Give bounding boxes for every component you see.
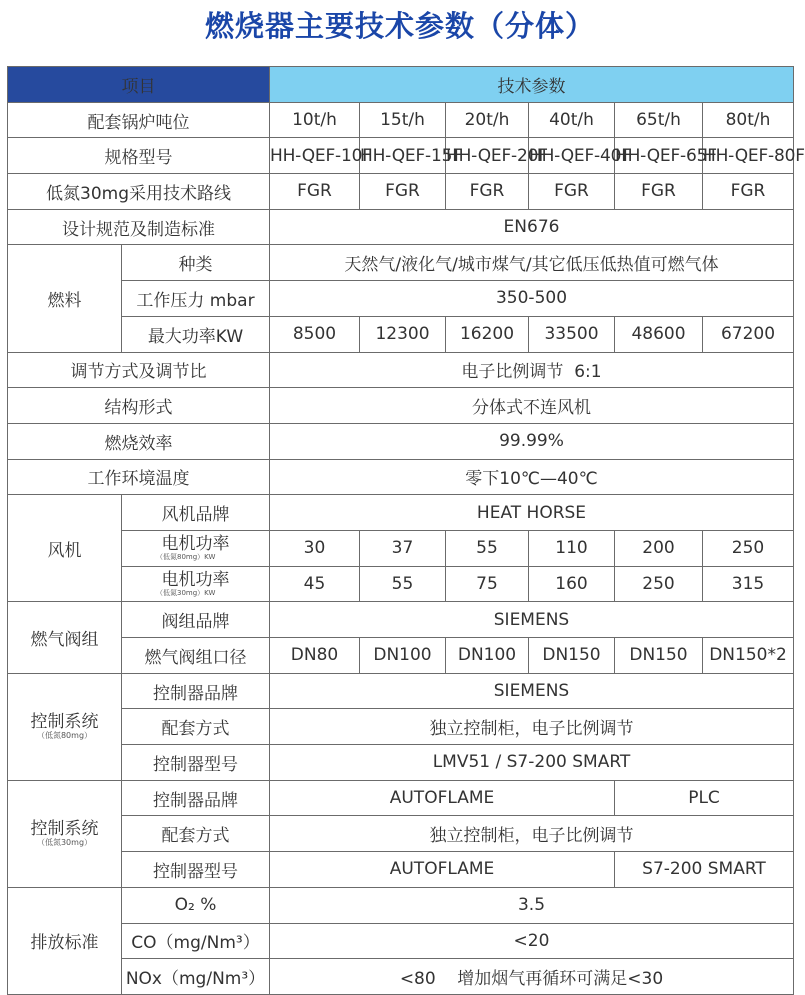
row-label: NOx（mg/Nm³） [122, 959, 270, 995]
row-label: 调节方式及调节比 [8, 352, 270, 388]
row-label: 规格型号 [8, 138, 270, 174]
row-label: O₂ % [122, 887, 270, 923]
value-cell: HH-QEF-20F [446, 138, 529, 174]
header-item: 项目 [8, 67, 270, 103]
row-label-motor [122, 530, 270, 566]
value-cell: DN150 [529, 638, 615, 674]
value-cell: FGR [703, 174, 794, 210]
value-cell: HH-QEF-10F [270, 138, 360, 174]
value-cell: 33500 [529, 316, 615, 352]
value-cell: HH-QEF-80F [703, 138, 794, 174]
value-cell: 零下10℃—40℃ [270, 459, 794, 495]
value-cell: FGR [360, 174, 446, 210]
value-cell: 8500 [270, 316, 360, 352]
emission-co-row [8, 923, 794, 959]
value-cell: DN150 [615, 638, 703, 674]
regulation-row [8, 352, 794, 388]
value-cell: DN100 [446, 638, 529, 674]
value-cell: 37 [360, 530, 446, 566]
row-label: 配套方式 [122, 816, 270, 852]
value-cell: 天然气/液化气/城市煤气/其它低压低热值可燃气体 [270, 245, 794, 281]
group-title: 控制系统 [30, 819, 99, 840]
group-label-control80 [8, 673, 122, 780]
group-label-emission: 排放标准 [8, 887, 122, 994]
value-cell: 独立控制柜，电子比例调节 [270, 816, 794, 852]
motor-note: （低氮80mg）KW [156, 553, 216, 562]
control30-model-row [8, 852, 794, 888]
page-title: 燃烧器主要技术参数（分体） [204, 9, 595, 43]
model-row [8, 138, 794, 174]
value-cell: AUTOFLAME [270, 780, 615, 816]
value-cell: 10t/h [270, 102, 360, 138]
fan-motor30-row [8, 566, 794, 602]
value-cell: 3.5 [270, 887, 794, 923]
value-cell: S7-200 SMART [615, 852, 794, 888]
valve-brand-row [8, 602, 794, 638]
value-cell: 99.99% [270, 423, 794, 459]
header-params: 技术参数 [270, 67, 794, 103]
control30-match-row [8, 816, 794, 852]
value-cell: 16200 [446, 316, 529, 352]
value-cell: 65t/h [615, 102, 703, 138]
row-label: 配套方式 [122, 709, 270, 745]
fan-brand-row [8, 495, 794, 531]
group-note: （低氮80mg） [36, 731, 93, 741]
value-cell: SIEMENS [270, 673, 794, 709]
value-cell: HH-QEF-65F [615, 138, 703, 174]
efficiency-row [8, 423, 794, 459]
row-label: 配套锅炉吨位 [8, 102, 270, 138]
motor-label: 电机功率 [161, 534, 230, 555]
value-cell: 160 [529, 566, 615, 602]
value-cell: 30 [270, 530, 360, 566]
row-label: 工作环境温度 [8, 459, 270, 495]
fuel-pressure-row [8, 281, 794, 317]
value-cell: 75 [446, 566, 529, 602]
value-cell: <80 增加烟气再循环可满足<30 [270, 959, 794, 995]
value-cell: FGR [446, 174, 529, 210]
row-label: 工作压力 mbar [122, 281, 270, 317]
group-note: （低氮30mg） [36, 838, 93, 848]
row-label: CO（mg/Nm³） [122, 923, 270, 959]
control80-model-row [8, 745, 794, 781]
value-cell: 15t/h [360, 102, 446, 138]
control30-brand-row [8, 780, 794, 816]
emission-nox-row [8, 959, 794, 995]
value-cell: 48600 [615, 316, 703, 352]
fuel-power-row [8, 316, 794, 352]
group-label-fuel: 燃料 [8, 245, 122, 352]
spec-table [7, 66, 805, 995]
control80-match-row [8, 709, 794, 745]
group-label-fan: 风机 [8, 495, 122, 602]
valve-dia-row [8, 638, 794, 674]
value-cell: FGR [270, 174, 360, 210]
value-cell: EN676 [270, 209, 794, 245]
value-cell: HH-QEF-40F [529, 138, 615, 174]
value-cell: 分体式不连风机 [270, 388, 794, 424]
value-cell: LMV51 / S7-200 SMART [270, 745, 794, 781]
row-label: 控制器型号 [122, 745, 270, 781]
row-label: 最大功率KW [122, 316, 270, 352]
row-label: 燃气阀组口径 [122, 638, 270, 674]
value-cell: PLC [615, 780, 794, 816]
value-cell: 350-500 [270, 281, 794, 317]
value-cell: 80t/h [703, 102, 794, 138]
motor-label: 电机功率 [161, 569, 230, 590]
group-label-valve: 燃气阀组 [8, 602, 122, 673]
row-label: 控制器型号 [122, 852, 270, 888]
value-cell: 200 [615, 530, 703, 566]
value-cell: DN100 [360, 638, 446, 674]
value-cell: 12300 [360, 316, 446, 352]
motor-note: （低氮30mg）KW [156, 588, 216, 597]
tonnage-row [8, 102, 794, 138]
row-label: 种类 [122, 245, 270, 281]
value-cell: HH-QEF-15F [360, 138, 446, 174]
route-row [8, 174, 794, 210]
value-cell: 独立控制柜，电子比例调节 [270, 709, 794, 745]
value-cell: 110 [529, 530, 615, 566]
standard-row [8, 209, 794, 245]
value-cell: HEAT HORSE [270, 495, 794, 531]
group-label-control30 [8, 780, 122, 887]
row-label: 燃烧效率 [8, 423, 270, 459]
value-cell: 电子比例调节 6:1 [270, 352, 794, 388]
value-cell: SIEMENS [270, 602, 794, 638]
row-label: 设计规范及制造标准 [8, 209, 270, 245]
value-cell: FGR [615, 174, 703, 210]
value-cell: DN150*2 [703, 638, 794, 674]
row-label: 低氮30mg采用技术路线 [8, 174, 270, 210]
value-cell: 55 [360, 566, 446, 602]
value-cell: 315 [703, 566, 794, 602]
value-cell: 250 [703, 530, 794, 566]
value-cell: 55 [446, 530, 529, 566]
fuel-type-row [8, 245, 794, 281]
row-label-motor [122, 566, 270, 602]
structure-row [8, 388, 794, 424]
value-cell: 20t/h [446, 102, 529, 138]
row-label: 风机品牌 [122, 495, 270, 531]
value-cell: 250 [615, 566, 703, 602]
value-cell: 45 [270, 566, 360, 602]
value-cell: AUTOFLAME [270, 852, 615, 888]
value-cell: FGR [529, 174, 615, 210]
control80-brand-row [8, 673, 794, 709]
value-cell: DN80 [270, 638, 360, 674]
emission-o2-row [8, 887, 794, 923]
row-label: 控制器品牌 [122, 780, 270, 816]
value-cell: 67200 [703, 316, 794, 352]
row-label: 阀组品牌 [122, 602, 270, 638]
group-title: 控制系统 [30, 712, 99, 733]
header-row [8, 67, 794, 103]
value-cell: 40t/h [529, 102, 615, 138]
value-cell: <20 [270, 923, 794, 959]
row-label: 结构形式 [8, 388, 270, 424]
environment-row [8, 459, 794, 495]
row-label: 控制器品牌 [122, 673, 270, 709]
fan-motor80-row [8, 530, 794, 566]
